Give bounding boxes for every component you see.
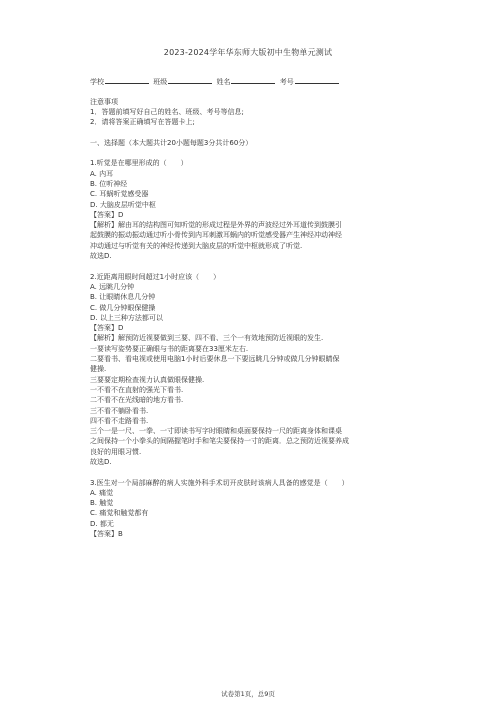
note-item: 2．请将答案正确填写在答题卡上; xyxy=(90,118,195,127)
note-item: 1．答题前填写好自己的姓名、班级、考号等信息; xyxy=(90,107,244,116)
name-field[interactable] xyxy=(231,76,275,84)
school-label: 学校 xyxy=(90,78,104,86)
analysis-line: 一不看不在直射的强光下看书. xyxy=(90,385,184,394)
option-d[interactable]: D. 以上三种方法都可以 xyxy=(90,313,163,322)
option-c[interactable]: C. 耳蜗听觉感受器 xyxy=(90,190,149,199)
page-title: 2023-2024学年华东师大版初中生物单元测试 xyxy=(163,48,333,57)
question-2 xyxy=(90,272,430,468)
option-c[interactable]: C. 痛觉和触觉都有 xyxy=(90,509,149,518)
exam-no-label: 考号 xyxy=(279,78,294,86)
answer-line: 【答案】D xyxy=(90,210,124,219)
analysis-line: 故选D. xyxy=(90,252,112,261)
option-d[interactable]: D. 都无 xyxy=(90,519,114,528)
question-stem: 2.近距离用眼时间超过1小时应该（ ） xyxy=(90,272,221,281)
exam-content xyxy=(90,76,430,539)
analysis-line: 【解析】解由耳的结构图可知听觉的形成过程是外界的声波经过外耳道传到鼓膜引 xyxy=(90,221,342,230)
option-d[interactable]: D. 大脑皮层听觉中枢 xyxy=(90,200,156,209)
analysis-line: 二要看书、看电视或使用电脑1小时后要休息一下要远眺几分钟或做几分钟眼睛保 xyxy=(90,355,340,364)
notes-heading: 注意事项 xyxy=(90,97,118,106)
analysis-line: 健操. xyxy=(90,365,107,374)
analysis-line: 【解析】解预防近视要做到三要、四不看、三个一有效地预防近视眼的发生. xyxy=(90,334,324,343)
analysis-line: 故选D. xyxy=(90,457,112,466)
question-stem: 3.医生对一个局部麻醉的病人实施外科手术切开皮肤时该病人具备的感觉是（ ） xyxy=(90,478,349,487)
answer-line: 【答案】D xyxy=(90,324,124,333)
question-3 xyxy=(90,478,430,540)
school-field[interactable] xyxy=(105,76,149,84)
page-footer: 试卷第1页，总9页 xyxy=(221,690,275,698)
option-a[interactable]: A. 内耳 xyxy=(90,169,114,178)
exam-no-field[interactable] xyxy=(295,76,339,84)
option-a[interactable]: A. 远眺几分钟 xyxy=(90,282,135,291)
analysis-line: 起鼓膜的振动振动通过听小骨传到内耳刺激耳蜗内的听觉感受器产生神经冲动神经 xyxy=(90,231,342,240)
name-label: 姓名 xyxy=(216,78,231,86)
analysis-line: 四不看不走路看书. xyxy=(90,416,149,425)
option-a[interactable]: A. 痛觉 xyxy=(90,488,114,497)
class-field[interactable] xyxy=(168,76,212,84)
analysis-line: 三不看不躺卧看书. xyxy=(90,406,149,415)
question-1 xyxy=(90,158,430,261)
analysis-line: 冲动通过与听觉有关的神经传递到大脑皮层的听觉中枢就形成了听觉. xyxy=(90,241,303,250)
analysis-line: 三要要定期检查视力认真做眼保健操. xyxy=(90,375,205,384)
option-c[interactable]: C. 做几分钟眼保健操 xyxy=(90,303,156,312)
section-heading: 一、选择题（本大题共计20小题每题3分共计60分） xyxy=(90,138,253,147)
analysis-line: 一要读写姿势要正确眼与书的距离要在33厘米左右. xyxy=(90,344,249,353)
analysis-line: 三个一是一尺、一拳、一寸即读书写字时眼睛和桌面要保持一尺的距离身体和课桌 xyxy=(90,427,342,436)
student-info-row xyxy=(90,76,430,86)
question-stem: 1.听觉是在哪里形成的（ ） xyxy=(90,159,188,168)
analysis-line: 二不看不在光线暗的地方看书. xyxy=(90,396,184,405)
analysis-line: 之间保持一个小拳头的间隔握笔时手和笔尖要保持一寸的距离．总之预防近视要养成 xyxy=(90,437,349,446)
option-b[interactable]: B. 让眼睛休息几分钟 xyxy=(90,293,156,302)
class-label: 班级 xyxy=(153,78,168,86)
option-b[interactable]: B. 位听神经 xyxy=(90,179,128,188)
option-b[interactable]: B. 触觉 xyxy=(90,499,114,508)
answer-line: 【答案】B xyxy=(90,530,123,539)
analysis-line: 良好的用眼习惯. xyxy=(90,447,142,456)
